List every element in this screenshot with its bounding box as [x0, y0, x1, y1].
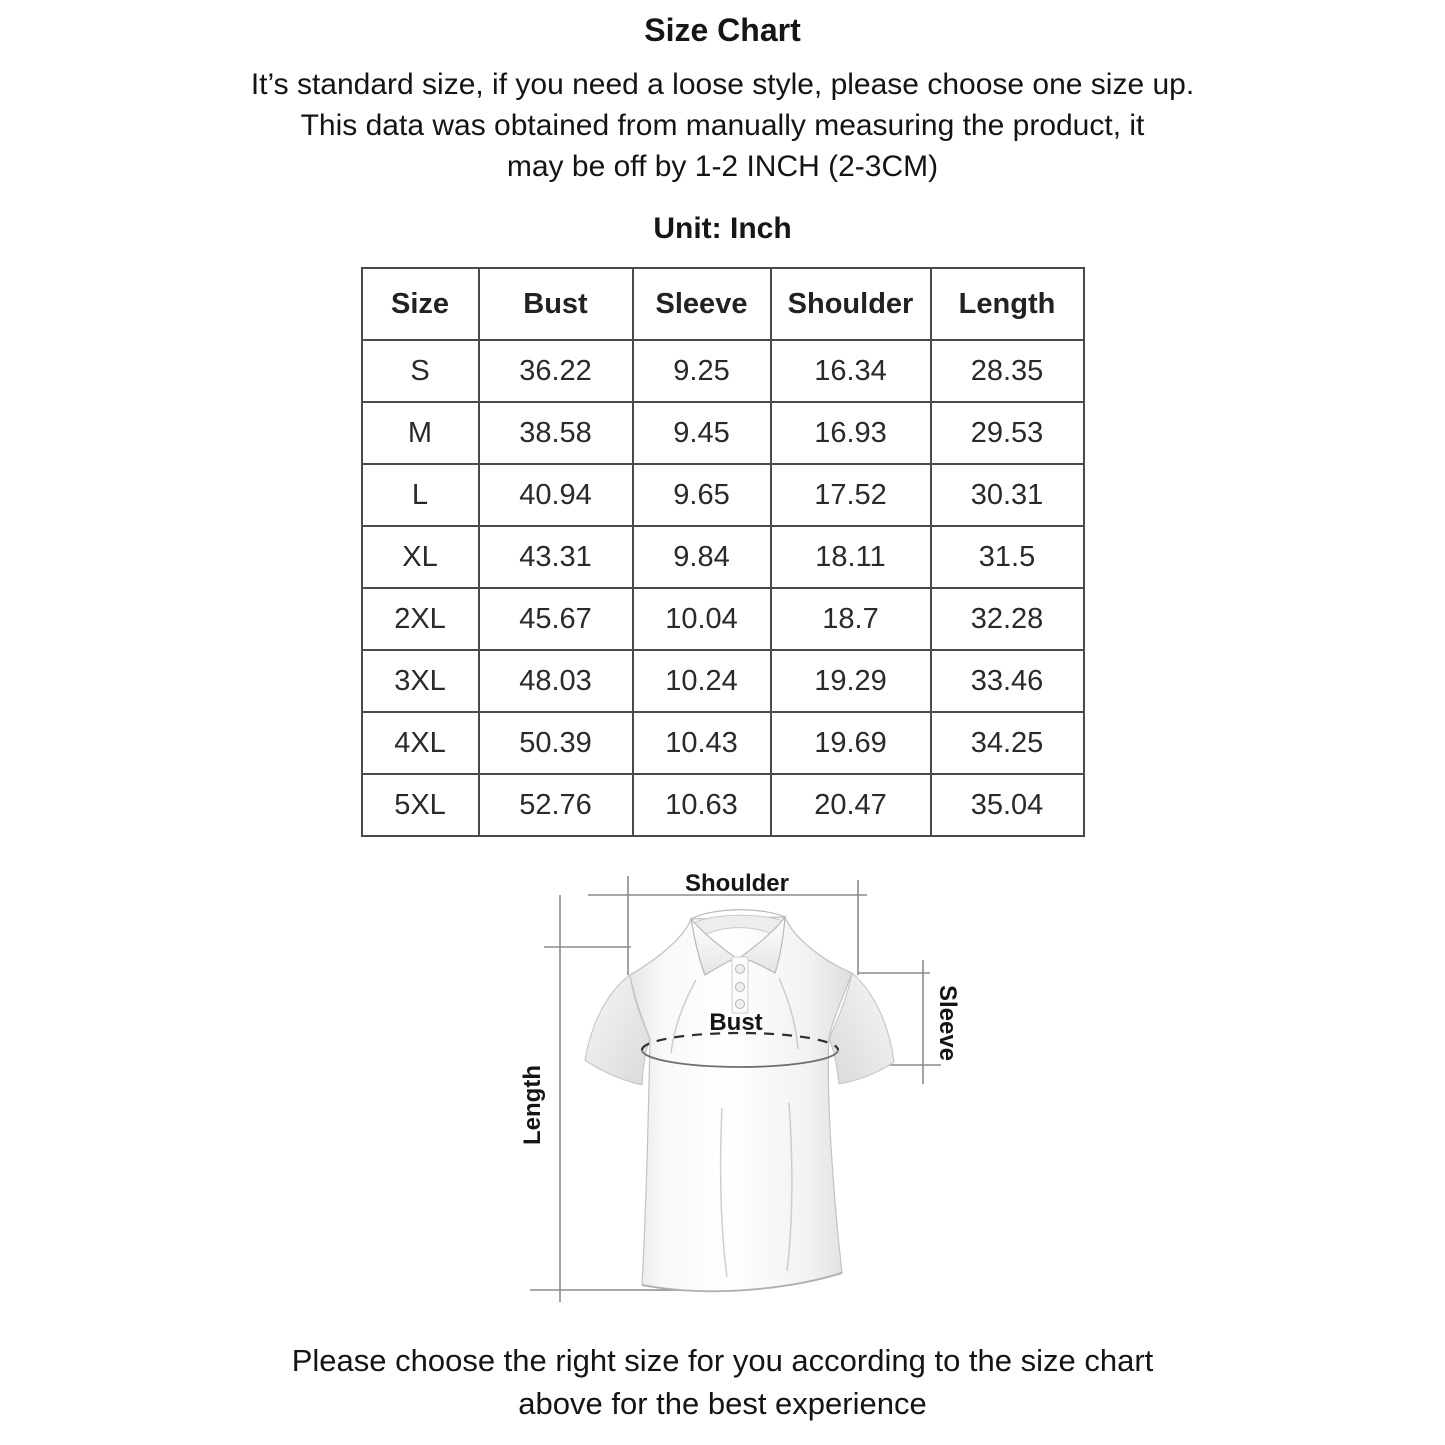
- cell-measurement: 32.28: [931, 588, 1084, 650]
- cell-measurement: 9.65: [633, 464, 771, 526]
- cell-measurement: 20.47: [771, 774, 931, 836]
- cell-measurement: 9.84: [633, 526, 771, 588]
- col-header-shoulder: Shoulder: [771, 268, 931, 340]
- cell-measurement: 30.31: [931, 464, 1084, 526]
- length-measure-label: Length: [518, 1065, 546, 1145]
- polo-shirt-diagram: [490, 853, 990, 1333]
- cell-measurement: 50.39: [479, 712, 633, 774]
- cell-measurement: 36.22: [479, 340, 633, 402]
- cell-measurement: 10.04: [633, 588, 771, 650]
- page-title-text: Size Chart: [644, 12, 801, 48]
- cell-measurement: 18.11: [771, 526, 931, 588]
- cell-measurement: 38.58: [479, 402, 633, 464]
- cell-measurement: 43.31: [479, 526, 633, 588]
- table-row: [362, 650, 1084, 712]
- cell-measurement: 28.35: [931, 340, 1084, 402]
- cell-measurement: 10.24: [633, 650, 771, 712]
- col-header-length: Length: [931, 268, 1084, 340]
- cell-measurement: 33.46: [931, 650, 1084, 712]
- table-row: [362, 712, 1084, 774]
- col-header-bust: Bust: [479, 268, 633, 340]
- button-3: [735, 1000, 744, 1009]
- cell-size-label: S: [362, 340, 479, 402]
- cell-measurement: 19.29: [771, 650, 931, 712]
- cell-measurement: 40.94: [479, 464, 633, 526]
- button-2: [735, 983, 744, 992]
- cell-measurement: 9.45: [633, 402, 771, 464]
- polo-shirt-graphic: [585, 910, 894, 1291]
- table-header-row: [362, 268, 1084, 340]
- cell-measurement: 35.04: [931, 774, 1084, 836]
- size-table-body: [362, 340, 1084, 836]
- table-row: [362, 526, 1084, 588]
- table-row: [362, 402, 1084, 464]
- sleeve-measure-label: Sleeve: [933, 984, 961, 1062]
- cell-measurement: 48.03: [479, 650, 633, 712]
- cell-measurement: 31.5: [931, 526, 1084, 588]
- measurement-diagram: [0, 853, 1445, 1333]
- buttons: [735, 965, 744, 1009]
- table-row: [362, 774, 1084, 836]
- cell-measurement: 18.7: [771, 588, 931, 650]
- shoulder-measure-label: Shoulder: [684, 870, 789, 897]
- cell-measurement: 19.69: [771, 712, 931, 774]
- cell-measurement: 17.52: [771, 464, 931, 526]
- cell-size-label: 2XL: [362, 588, 479, 650]
- footer-line-1: Please choose the right size for you according to the size chart: [291, 1343, 1154, 1378]
- footer-note: [0, 1339, 1445, 1425]
- table-row: [362, 464, 1084, 526]
- col-header-size: Size: [362, 268, 479, 340]
- button-1: [735, 965, 744, 974]
- bust-measure-label: Bust: [708, 1009, 763, 1036]
- cell-measurement: 16.34: [771, 340, 931, 402]
- size-table: [361, 267, 1085, 837]
- cell-measurement: 52.76: [479, 774, 633, 836]
- table-row: [362, 588, 1084, 650]
- page-title: [0, 10, 1445, 50]
- footer-line-2: above for the best experience: [518, 1386, 927, 1421]
- cell-size-label: XL: [362, 526, 479, 588]
- cell-measurement: 29.53: [931, 402, 1084, 464]
- col-header-sleeve: Sleeve: [633, 268, 771, 340]
- cell-measurement: 10.43: [633, 712, 771, 774]
- cell-measurement: 34.25: [931, 712, 1084, 774]
- size-note-line-3: may be off by 1-2 INCH (2-3CM): [506, 150, 939, 183]
- cell-size-label: 4XL: [362, 712, 479, 774]
- size-note: [0, 64, 1445, 187]
- cell-size-label: 3XL: [362, 650, 479, 712]
- unit-label: Unit: Inch: [653, 212, 792, 245]
- cell-measurement: 45.67: [479, 588, 633, 650]
- cell-measurement: 10.63: [633, 774, 771, 836]
- size-note-line-2: This data was obtained from manually measuring the product, it: [300, 109, 1145, 142]
- cell-measurement: 16.93: [771, 402, 931, 464]
- cell-size-label: 5XL: [362, 774, 479, 836]
- table-row: [362, 340, 1084, 402]
- cell-size-label: L: [362, 464, 479, 526]
- cell-size-label: M: [362, 402, 479, 464]
- size-note-line-1: It’s standard size, if you need a loose style, please choose one size up.: [250, 68, 1195, 101]
- cell-measurement: 9.25: [633, 340, 771, 402]
